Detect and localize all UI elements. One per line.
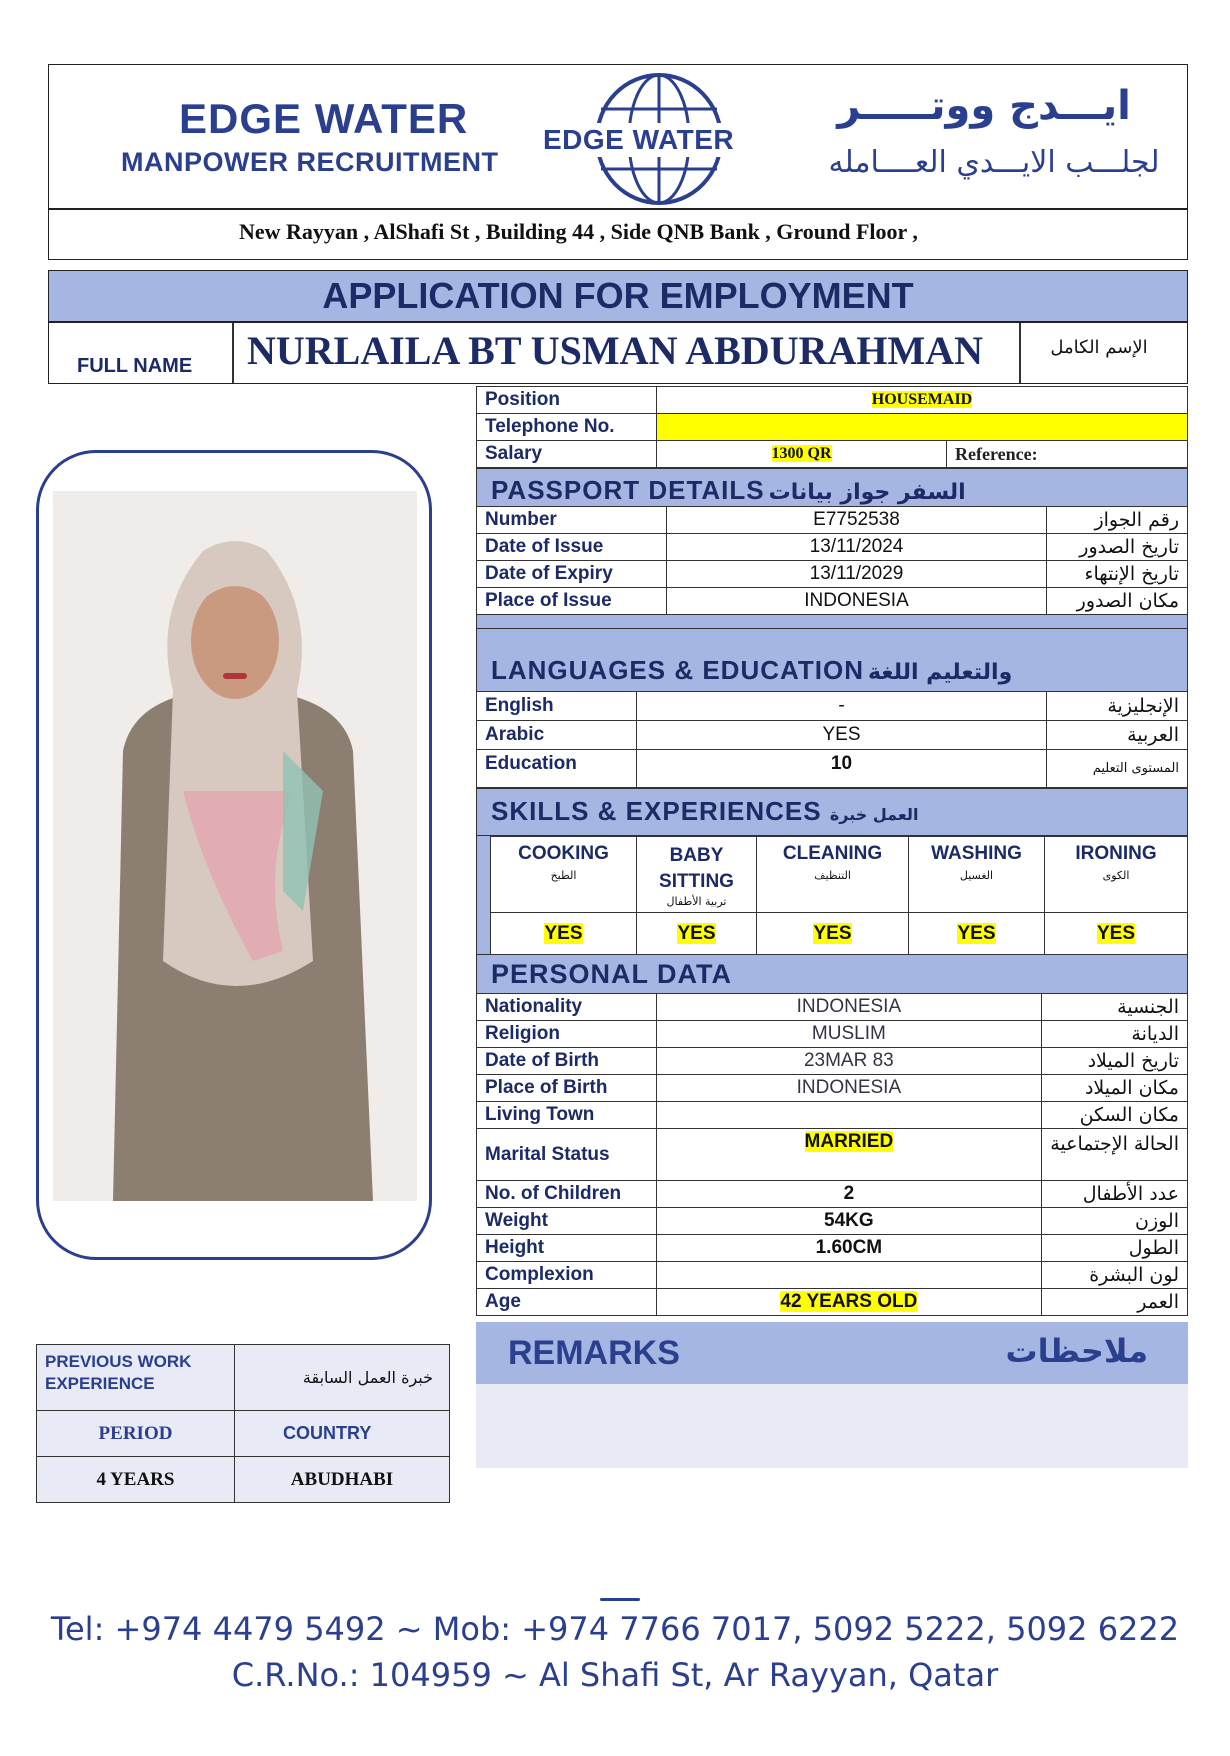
position-row [477,387,1188,414]
country-value: ABUDHABI [235,1457,450,1503]
living-town-value [656,1102,1042,1129]
skill-value-cell [909,913,1045,955]
skill-baby-sitting [637,837,757,913]
age-ar: العمر [1042,1289,1188,1316]
skill-ironing [1045,837,1188,913]
telephone-label: Telephone No. [477,414,657,441]
arabic-ar: العربية [1047,721,1188,750]
footer-contact: Tel: +974 4479 5492 ~ Mob: +974 7766 7017, 5092 5222, 5092 6222 [50,1610,1180,1648]
full-name-divider [232,323,234,383]
skill-value: YES [544,922,583,944]
passport-title-ar: السفر جواز بيانات [768,480,966,505]
photo-frame [36,450,432,1260]
pob-ar: مكان الميلاد [1042,1075,1188,1102]
logo [539,69,779,209]
skill-name: BABY SITTING [659,845,734,892]
passport-number-ar: رقم الجواز [1047,507,1188,534]
skill-name-ar: تربية الأطفال [666,895,727,908]
salary-value: 1300 QR [771,445,832,462]
languages-title-ar: والتعليم اللغة [867,660,1013,685]
full-name-label-ar: الإسم الكامل [1050,337,1148,358]
children-value: 2 [656,1181,1042,1208]
living-town-label: Living Town [477,1102,657,1129]
position-label: Position [477,387,657,414]
weight-label: Weight [477,1208,657,1235]
remarks-title: REMARKS [508,1334,680,1372]
marital-status-label: Marital Status [477,1129,657,1181]
skill-value: YES [813,922,852,944]
marital-status-ar: الحالة الإجتماعية [1042,1129,1188,1181]
passport-row [477,507,1188,534]
skills-title-ar: العمل خبرة [829,805,919,824]
nationality-ar: الجنسية [1042,994,1188,1021]
pob-value: INDONESIA [656,1075,1042,1102]
position-value: HOUSEMAID [871,391,973,408]
company-name-ar: ايـــدج ووتـــــر [837,83,1131,129]
languages-section [476,628,1188,692]
personal-row [477,1181,1188,1208]
place-of-issue-ar: مكان الصدور [1047,588,1188,615]
full-name-divider-right [1019,323,1021,383]
skill-name: IRONING [1075,843,1157,864]
skill-value-cell [1045,913,1188,955]
skills-title-en: SKILLS & EXPERIENCES [491,796,822,826]
full-name-row [48,322,1188,384]
skills-left-strip [476,836,490,954]
skill-value: YES [1096,922,1136,944]
job-table [476,386,1188,468]
personal-table [476,993,1188,1316]
expiry-date-ar: تاريخ الإنتهاء [1047,561,1188,588]
passport-row [477,534,1188,561]
passport-table [476,506,1188,615]
skill-name-ar: التنظيف [814,869,851,882]
religion-ar: الديانة [1042,1021,1188,1048]
personal-row [477,1102,1188,1129]
skill-name-ar: الكوى [1102,869,1130,882]
weight-value: 54KG [656,1208,1042,1235]
height-label: Height [477,1235,657,1262]
nationality-label: Nationality [477,994,657,1021]
skills-value-row [491,913,1188,955]
skills-section [476,788,1188,836]
personal-row [477,1235,1188,1262]
complexion-value [656,1262,1042,1289]
telephone-row [477,414,1188,441]
age-cell [656,1289,1042,1316]
footer-divider [600,1598,640,1601]
skill-name: COOKING [518,843,609,864]
issue-date-label: Date of Issue [477,534,667,561]
remarks-body [476,1384,1188,1468]
personal-section [476,954,1188,994]
passport-title-en: PASSPORT DETAILS [491,475,765,505]
place-of-issue-label: Place of Issue [477,588,667,615]
children-ar: عدد الأطفال [1042,1181,1188,1208]
company-subtitle-en: MANPOWER RECRUITMENT [121,147,499,177]
age-label: Age [477,1289,657,1316]
passport-row [477,588,1188,615]
english-ar: الإنجليزية [1047,692,1188,721]
personal-row [477,1262,1188,1289]
telephone-value [657,414,1188,441]
complexion-ar: لون البشرة [1042,1262,1188,1289]
skill-value-cell [491,913,637,955]
personal-row [477,1048,1188,1075]
previous-work-title-ar: خبرة العمل السابقة [235,1345,450,1411]
place-of-issue-value: INDONESIA [667,588,1047,615]
language-row [477,721,1188,750]
skill-washing [909,837,1045,913]
skill-cooking [491,837,637,913]
languages-title [491,655,1012,686]
languages-title-en: LANGUAGES & EDUCATION [491,655,864,685]
pob-label: Place of Birth [477,1075,657,1102]
company-subtitle-ar: لجلـــب الايـــدي العــــامله [828,145,1160,180]
expiry-date-value: 13/11/2029 [667,561,1047,588]
skill-value: YES [957,922,996,944]
religion-label: Religion [477,1021,657,1048]
arabic-label: Arabic [477,721,637,750]
passport-number-value: E7752538 [667,507,1047,534]
person-photo-icon [53,491,417,1201]
personal-title: PERSONAL DATA [491,959,733,989]
skill-name-ar: الطبخ [550,869,577,882]
skill-name: WASHING [931,843,1022,864]
letterhead [48,64,1188,210]
arabic-value: YES [637,721,1047,750]
skills-table [490,836,1188,955]
skill-value-cell [637,913,757,955]
language-row [477,750,1188,788]
previous-work-value-row [37,1457,450,1503]
skill-cleaning [757,837,909,913]
religion-value: MUSLIM [656,1021,1042,1048]
dob-ar: تاريخ الميلاد [1042,1048,1188,1075]
address-bar: New Rayyan , AlShafi St , Building 44 , Side QNB Bank , Ground Floor , [48,208,1188,260]
language-row [477,692,1188,721]
salary-label: Salary [477,441,657,468]
skills-header-row [491,837,1188,913]
weight-ar: الوزن [1042,1208,1188,1235]
height-value: 1.60CM [656,1235,1042,1262]
footer-address: C.R.No.: 104959 ~ Al Shafi St, Ar Rayyan, Qatar [231,1656,999,1694]
skill-value: YES [677,922,716,944]
marital-status-value: MARRIED [804,1131,894,1152]
remarks-header [476,1322,1188,1384]
period-label: PERIOD [37,1411,235,1457]
logo-text: EDGE WATER [543,124,735,155]
living-town-ar: مكان السكن [1042,1102,1188,1129]
remarks-title-ar: ملاحظات [1005,1332,1148,1370]
candidate-photo [53,491,417,1201]
issue-date-value: 13/11/2024 [667,534,1047,561]
marital-status-cell [656,1129,1042,1181]
personal-row [477,994,1188,1021]
languages-table [476,691,1188,788]
reference-label: Reference: [947,441,1188,468]
personal-row [477,1208,1188,1235]
position-value-cell [657,387,1188,414]
period-value: 4 YEARS [37,1457,235,1503]
company-name-en: EDGE WATER [179,95,469,142]
personal-row [477,1021,1188,1048]
english-value: - [637,692,1047,721]
english-label: English [477,692,637,721]
education-value: 10 [637,750,1047,788]
previous-work-label-row [37,1411,450,1457]
dob-value: 23MAR 83 [656,1048,1042,1075]
passport-title [491,475,966,506]
full-name-value: NURLAILA BT USMAN ABDURAHMAN [247,328,983,373]
height-ar: الطول [1042,1235,1188,1262]
previous-work-header-row [37,1345,450,1411]
salary-row [477,441,1188,468]
skill-name-ar: الغسيل [959,869,994,882]
issue-date-ar: تاريخ الصدور [1047,534,1188,561]
form-title: APPLICATION FOR EMPLOYMENT [48,270,1188,322]
previous-work-table [36,1344,450,1503]
passport-number-label: Number [477,507,667,534]
education-ar: المستوى التعليم [1047,750,1188,788]
personal-row [477,1289,1188,1316]
salary-value-cell [657,441,947,468]
age-value: 42 YEARS OLD [780,1291,918,1312]
personal-row [477,1129,1188,1181]
skills-title [491,796,918,827]
full-name-label: FULL NAME [77,355,193,377]
dob-label: Date of Birth [477,1048,657,1075]
complexion-label: Complexion [477,1262,657,1289]
previous-work-title: PREVIOUS WORK EXPERIENCE [37,1345,235,1411]
expiry-date-label: Date of Expiry [477,561,667,588]
skill-name: CLEANING [782,843,883,864]
education-label: Education [477,750,637,788]
passport-row [477,561,1188,588]
children-label: No. of Children [477,1181,657,1208]
personal-row [477,1075,1188,1102]
country-label: COUNTRY [235,1411,450,1457]
skill-value-cell [757,913,909,955]
nationality-value: INDONESIA [656,994,1042,1021]
